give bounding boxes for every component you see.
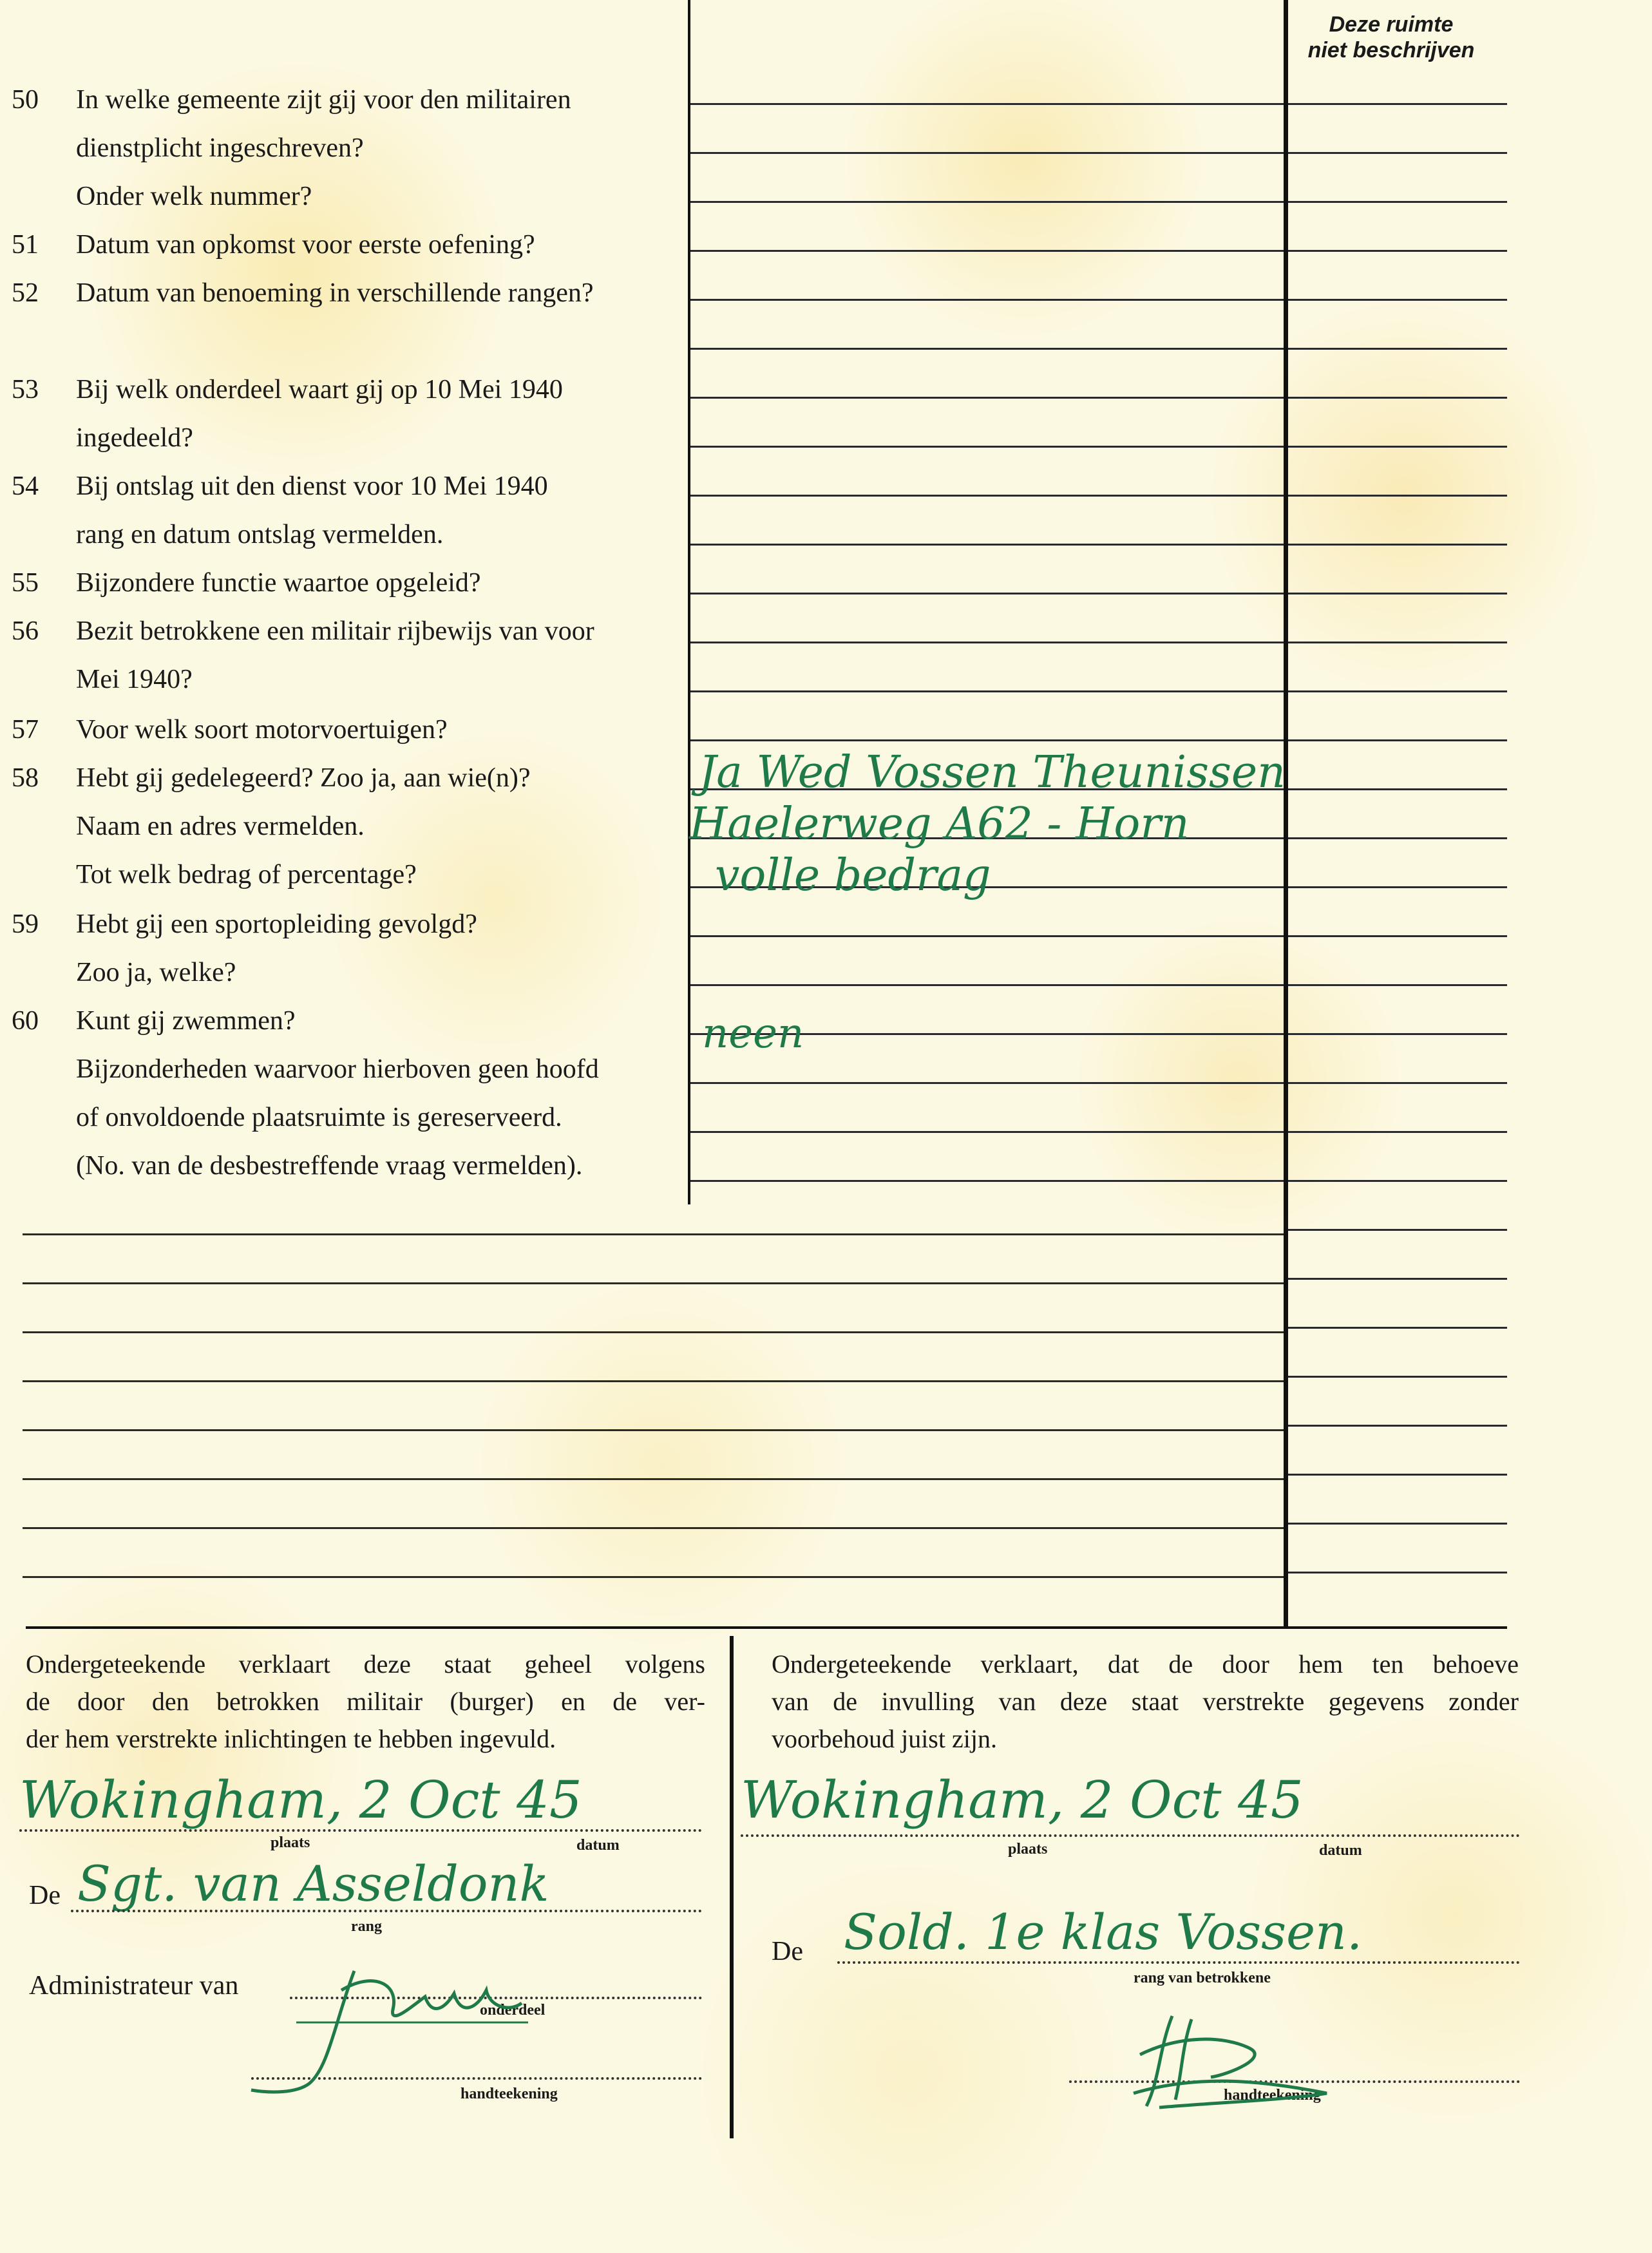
question-text: ingedeeld?	[76, 423, 193, 453]
question-text: Hebt gij gedelegeerd? Zoo ja, aan wie(n)?	[76, 763, 531, 793]
reserved-rule	[1288, 446, 1507, 448]
reserved-rule	[1288, 1572, 1507, 1573]
answer-rule	[690, 593, 1284, 594]
reserved-rule	[1288, 544, 1507, 546]
left-declaration-text	[26, 1646, 705, 1758]
answer-rule	[690, 250, 1284, 252]
reserved-rule	[1288, 1082, 1507, 1084]
left-place-date-line	[19, 1829, 702, 1832]
reserved-rule	[1288, 1180, 1507, 1182]
reserved-rule	[1288, 1327, 1507, 1329]
answer-rule	[690, 690, 1284, 692]
reserved-rule	[1288, 984, 1507, 986]
question-text: of onvoldoende plaatsruimte is gereserveerd.	[76, 1103, 562, 1132]
question-text: Voor welk soort motorvoertuigen?	[76, 715, 448, 745]
answer-q58-line3: volle bedrag	[715, 850, 991, 901]
left-caption-rang: rang	[351, 1918, 382, 1935]
right-caption-datum: datum	[1319, 1842, 1362, 1859]
answer-rule	[690, 495, 1284, 497]
question-number: 53	[12, 375, 39, 404]
remark-rule	[23, 1380, 1284, 1382]
question-text: In welke gemeente zijt gij voor den militairen	[76, 85, 571, 115]
left-rank-value: Sgt. van Asseldonk	[77, 1855, 549, 1912]
question-number: 55	[12, 568, 39, 598]
right-place-date: Wokingham, 2 Oct 45	[741, 1770, 1304, 1830]
answer-q58-line2: Haelerweg A62 - Horn	[689, 799, 1190, 850]
question-text: dienstplicht ingeschreven?	[76, 133, 364, 163]
right-place-date-line	[741, 1834, 1520, 1837]
declaration-divider	[730, 1636, 734, 2138]
right-rank-value: Sold. 1e klas Vossen.	[844, 1903, 1363, 1961]
question-text: Bijzondere functie waartoe opgeleid?	[76, 568, 481, 598]
question-text: Kunt gij zwemmen?	[76, 1006, 296, 1036]
right-signature	[1121, 1997, 1353, 2125]
left-declaration-line: de door den betrokken militair (burger) en de ver-	[26, 1687, 705, 1716]
reserved-rule	[1288, 1376, 1507, 1378]
reserved-rule	[1288, 1523, 1507, 1525]
right-declaration-line: van de invulling van deze staat verstrekte gegevens zonder	[772, 1687, 1519, 1716]
answer-rule	[690, 1131, 1284, 1133]
reserved-rule	[1288, 1278, 1507, 1280]
question-text: Bij welk onderdeel waart gij op 10 Mei 1940	[76, 375, 563, 404]
reserved-rule	[1288, 788, 1507, 790]
answer-q58-line1: Ja Wed Vossen Theunissen	[699, 747, 1286, 798]
remark-rule	[23, 1429, 1284, 1431]
right-declaration-text	[772, 1646, 1519, 1758]
question-text: Zoo ja, welke?	[76, 958, 236, 987]
question-text: Naam en adres vermelden.	[76, 812, 365, 841]
right-declaration-line: Ondergeteekende verklaart, dat de door hem ten behoeve	[772, 1649, 1519, 1678]
reserved-rule	[1288, 1131, 1507, 1133]
question-number: 59	[12, 909, 39, 939]
question-text: Bezit betrokkene een militair rijbewijs van voor	[76, 616, 594, 646]
question-number: 57	[12, 715, 39, 745]
question-number: 58	[12, 763, 39, 793]
answer-rule	[690, 201, 1284, 203]
reserved-rule	[1288, 935, 1507, 937]
question-number: 52	[12, 278, 39, 308]
header-note-line1: Deze ruimte	[1329, 12, 1454, 37]
reserved-rule	[1288, 642, 1507, 643]
left-caption-datum: datum	[576, 1837, 620, 1854]
question-text: Tot welk bedrag of percentage?	[76, 860, 417, 889]
remark-rule	[23, 1527, 1284, 1529]
answer-rule	[690, 152, 1284, 154]
question-text: Hebt gij een sportopleiding gevolgd?	[76, 909, 477, 939]
reserved-rule	[1288, 299, 1507, 301]
answer-rule	[690, 397, 1284, 399]
declaration-top-rule	[26, 1626, 1507, 1629]
reserved-rule	[1288, 250, 1507, 252]
answer-rule	[690, 642, 1284, 643]
left-caption-onderdeel: onderdeel	[480, 2002, 546, 2019]
reserved-rule	[1288, 495, 1507, 497]
answer-rule	[690, 1082, 1284, 1084]
remark-rule	[23, 1282, 1284, 1284]
reserved-rule	[1288, 837, 1507, 839]
answer-rule	[690, 299, 1284, 301]
remark-rule	[23, 1478, 1284, 1480]
remark-rule	[23, 1233, 1284, 1235]
left-caption-handteekening: handteekening	[460, 2086, 558, 2102]
left-declaration-line: Ondergeteekende verklaart deze staat geheel volgens	[26, 1649, 705, 1678]
question-text: Bijzonderheden waarvoor hierboven geen hoofd	[76, 1054, 599, 1084]
left-caption-plaats: plaats	[271, 1834, 310, 1851]
question-number: 51	[12, 230, 39, 260]
answer-q60: neen	[702, 1010, 804, 1058]
remark-rule	[23, 1331, 1284, 1333]
right-caption-plaats: plaats	[1008, 1841, 1048, 1858]
left-signature	[232, 1945, 593, 2106]
question-text: Mei 1940?	[76, 665, 193, 694]
left-place-date: Wokingham, 2 Oct 45	[19, 1770, 582, 1830]
remark-rule	[23, 1576, 1284, 1578]
reserved-rule	[1288, 1474, 1507, 1476]
question-text: Datum van opkomst voor eerste oefening?	[76, 230, 535, 260]
question-text: Datum van benoeming in verschillende rangen?	[76, 278, 594, 308]
header-note-line2: niet beschrijven	[1307, 38, 1475, 62]
question-text: Bij ontslag uit den dienst voor 10 Mei 1940	[76, 471, 548, 501]
answer-column-left-border	[688, 0, 690, 1204]
reserved-rule	[1288, 152, 1507, 154]
right-de-label: De	[772, 1937, 803, 1966]
answer-rule	[690, 348, 1284, 350]
right-caption-handteekening: handteekening	[1224, 2087, 1321, 2104]
reserved-rule	[1288, 1229, 1507, 1231]
left-admin-label: Administrateur van	[29, 1971, 239, 2001]
question-text: Onder welk nummer?	[76, 182, 312, 211]
question-number: 54	[12, 471, 39, 501]
reserved-rule	[1288, 348, 1507, 350]
answer-rule	[690, 739, 1284, 741]
right-declaration-line: voorbehoud juist zijn.	[772, 1724, 997, 1753]
left-declaration-line: der hem verstrekte inlichtingen te hebben ingevuld.	[26, 1724, 556, 1753]
answer-rule	[690, 544, 1284, 546]
right-rank-line	[837, 1961, 1520, 1964]
reserved-rule	[1288, 593, 1507, 594]
right-caption-rang: rang van betrokkene	[1134, 1970, 1271, 1986]
reserved-rule	[1288, 201, 1507, 203]
left-de-label: De	[29, 1881, 61, 1910]
answer-rule	[690, 103, 1284, 105]
reserved-column-header	[1295, 12, 1488, 63]
reserved-column-border	[1284, 0, 1288, 1626]
answer-rule	[690, 935, 1284, 937]
reserved-rule	[1288, 690, 1507, 692]
reserved-rule	[1288, 103, 1507, 105]
question-number: 60	[12, 1006, 39, 1036]
question-text: rang en datum ontslag vermelden.	[76, 520, 444, 549]
reserved-rule	[1288, 886, 1507, 888]
left-rank-line	[71, 1910, 702, 1912]
answer-rule	[690, 446, 1284, 448]
question-number: 56	[12, 616, 39, 646]
answer-rule	[690, 1180, 1284, 1182]
question-text: (No. van de desbestreffende vraag vermelden).	[76, 1151, 583, 1181]
reserved-rule	[1288, 397, 1507, 399]
answer-rule	[690, 984, 1284, 986]
reserved-rule	[1288, 1425, 1507, 1427]
question-number: 50	[12, 85, 39, 115]
reserved-rule	[1288, 1033, 1507, 1035]
reserved-rule	[1288, 739, 1507, 741]
